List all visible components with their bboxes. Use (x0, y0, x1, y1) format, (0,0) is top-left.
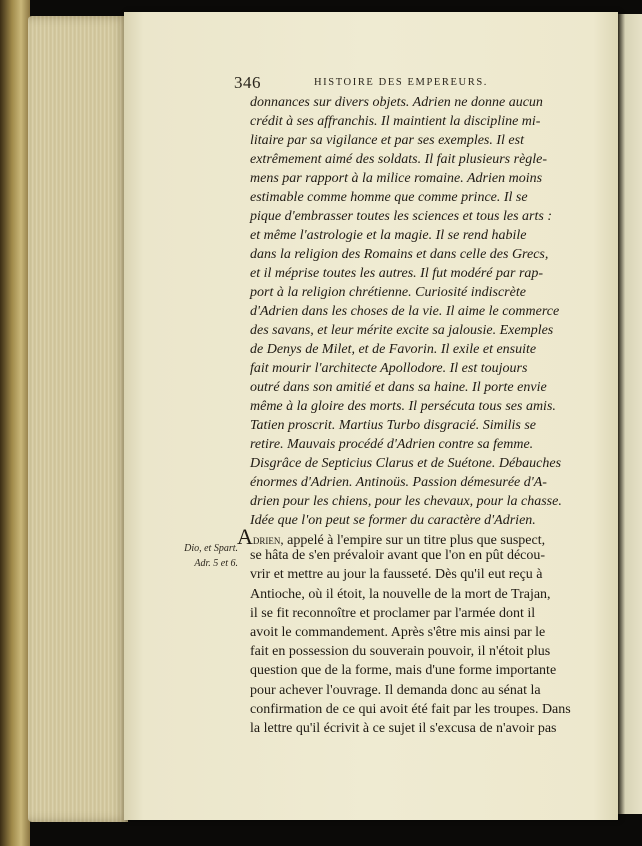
page-header (234, 73, 594, 95)
summary-line: mens par rapport à la milice romaine. Adrien moins (250, 171, 543, 186)
summary-line: énormes d'Adrien. Antinoüs. Passion démesurée d'A- (250, 475, 547, 490)
margin-note (168, 541, 238, 571)
body-line: Antioche, où il étoit, la nouvelle de la mort de Trajan, (250, 586, 551, 602)
summary-line: retire. Mauvais procédé d'Adrien contre sa femme. (250, 437, 534, 452)
summary-line: donnances sur divers objets. Adrien ne donne aucun (250, 95, 543, 110)
summary-line: même à la gloire des morts. Il persécuta tous ses amis. (250, 399, 556, 414)
page-number: 346 (234, 73, 261, 92)
summary-line: litaire par sa vigilance et par ses exemples. Il est (250, 133, 524, 148)
summary-line: de Denys de Milet, et de Favorin. Il exile et ensuite (250, 342, 537, 357)
summary-line: et il méprise toutes les autres. Il fut modéré par rap- (250, 266, 544, 281)
body-line: vrir et mettre au jour la fausseté. Dès qu'il eut reçu à (250, 567, 543, 583)
summary-line: extrêmement aimé des soldats. Il fait plusieurs règle- (250, 152, 548, 167)
body-line: question que de la forme, mais d'une forme importante (250, 663, 557, 679)
body-line: pour achever l'ouvrage. Il demanda donc au sénat la (250, 682, 541, 698)
first-word-rest: drien, (252, 532, 284, 547)
margin-note-line: Adr. 5 et 6. (194, 558, 238, 569)
margin-note-line: Dio, et Spart. (184, 543, 238, 554)
summary-line: Disgrâce de Septicius Clarus et de Suétone. Débauches (250, 456, 562, 471)
summary-line: port à la religion chrétienne. Curiosité indiscrète (250, 285, 526, 300)
summary-line: d'Adrien dans les choses de la vie. Il aime le commerce (250, 304, 560, 319)
summary-line: et même l'astrologie et la magie. Il se rend habile (250, 228, 527, 243)
first-line-rest: appelé à l'empire sur un titre plus que suspect, (283, 533, 546, 548)
summary-line: des savans, et leur mérite excite sa jalousie. Exemples (250, 323, 554, 338)
body-line: fait en possession du souverain pouvoir, il n'étoit plus (250, 644, 551, 660)
body-line: se hâta de s'en prévaloir avant que l'on en pût décou- (250, 548, 546, 564)
summary-line: crédit à ses affranchis. Il maintient la discipline mi- (250, 114, 541, 129)
body-line: la lettre qu'il écrivit à ce sujet il s'excusa de n'avoir pas (250, 720, 557, 736)
page-edges (28, 16, 128, 822)
facing-page-edge (618, 14, 642, 814)
summary-line: drien pour les chiens, pour les chevaux, pour la chasse. (250, 494, 562, 509)
book-cover-edge (0, 0, 30, 846)
body-text (237, 524, 589, 738)
summary-line: fait mourir l'architecte Apollodore. Il est toujours (250, 361, 528, 376)
summary-line: dans la religion des Romains et dans celle des Grecs, (250, 247, 549, 262)
summary-line: outré dans son amitié et dans sa haine. Il porte envie (250, 380, 547, 395)
summary-line: estimable comme homme que comme prince. Il se (250, 190, 528, 205)
drop-initial: A (237, 524, 253, 549)
body-line: avoit le commandement. Après s'être mis ainsi par le (250, 624, 546, 640)
body-line: confirmation de ce qui avoit été fait par les troupes. Dans (250, 701, 571, 717)
summary-line: Idée que l'on peut se former du caractère d'Adrien. (250, 513, 536, 528)
chapter-summary (250, 93, 590, 530)
summary-line: Tatien proscrit. Martius Turbo disgracié. Similis se (250, 418, 536, 433)
running-title: HISTOIRE DES EMPEREURS. (314, 77, 488, 88)
body-first-line (237, 524, 589, 549)
body-line: il se fit reconnoître et proclamer par l'armée dont il (250, 605, 536, 621)
summary-line: pique d'embrasser toutes les sciences et tous les arts : (250, 209, 553, 224)
